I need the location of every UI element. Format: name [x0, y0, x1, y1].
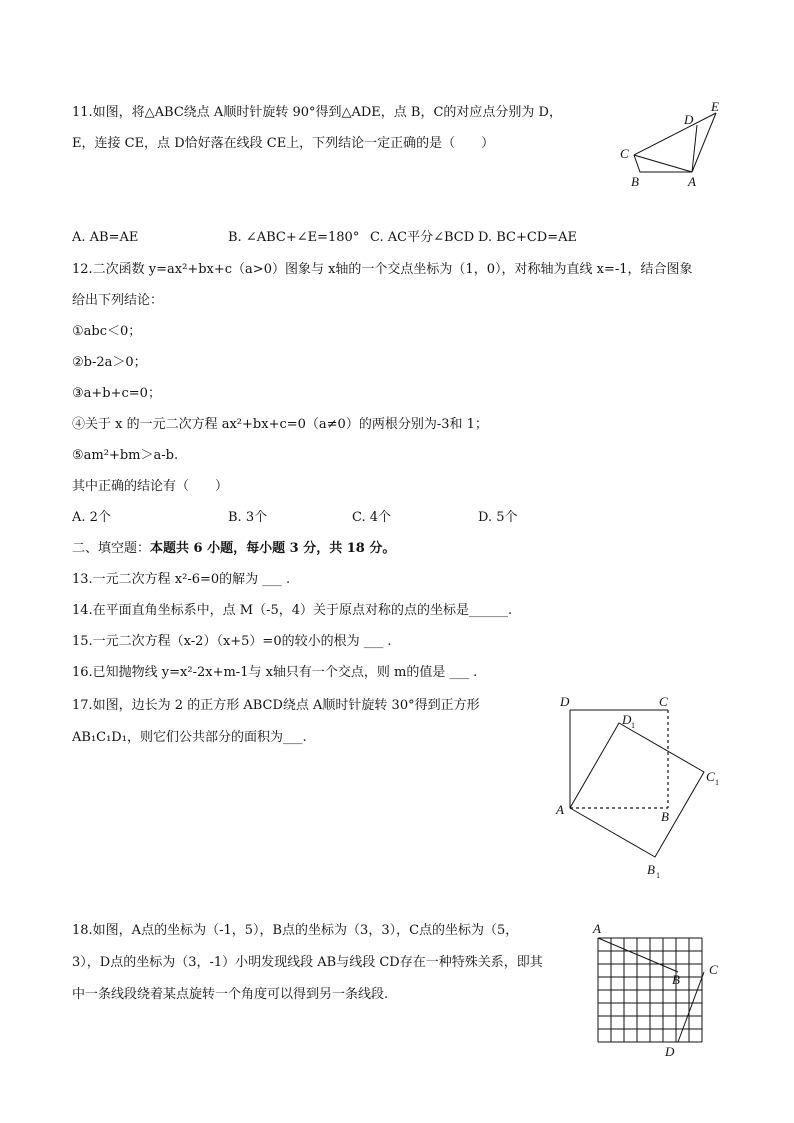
q18-grid: [598, 938, 702, 1042]
q17-label-c: C: [659, 694, 668, 709]
q18-grid-figure: [588, 920, 728, 1062]
q17-label-d: D: [560, 694, 570, 709]
q11-label-c: C: [620, 146, 629, 161]
q17-line-1: 17.如图，边长为 2 的正方形 ABCD绕点 A顺时针旋转 30°得到正方形: [72, 698, 480, 713]
q12-line-1: 12.二次函数 y=ax²+bx+c（a>0）图象与 x轴的一个交点坐标为（1，0），对称轴为直线 x=-1，结合图象: [72, 262, 693, 277]
q14: 14.在平面直角坐标系中，点 M（-5，4）关于原点对称的点的坐标是______.: [72, 603, 513, 618]
q18-line-1: 18.如图，A点的坐标为（-1，5），B点的坐标为（3，3），C点的坐标为（5，: [72, 923, 519, 938]
q12-statement-5: ⑤am²+bm＞a-b.: [72, 448, 179, 463]
q18-label-c: C: [709, 962, 718, 977]
q17-label-b1: B: [647, 862, 655, 877]
q17-label-b: B: [661, 809, 669, 824]
q11-label-e: E: [711, 99, 719, 114]
q18-label-d: D: [665, 1044, 675, 1059]
q12-statement-3: ③a+b+c=0；: [72, 386, 161, 401]
section-2-heading: [72, 540, 395, 558]
q12-option-c: C. 4个: [352, 510, 392, 525]
q11-option-a: A. AB=AE: [72, 230, 139, 245]
q11-option-b: B. ∠ABC+∠E=180°: [228, 230, 360, 245]
q11-label-a: A: [688, 174, 696, 189]
section-2-text: 本题共 6 小题，每小题 3 分，共 18 分。: [150, 541, 396, 556]
q12-statement-4: ④关于 x 的一元二次方程 ax²+bx+c=0（a≠0）的两根分别为-3和 1；: [72, 417, 488, 432]
q16: 16.已知抛物线 y=x²-2x+m-1与 x轴只有一个交点，则 m的值是 ___ .: [72, 665, 478, 680]
q11-label-b: B: [631, 174, 639, 189]
q11-option-c: C. AC平分∠BCD: [370, 230, 475, 245]
q12-statement-1: ①abc＜0；: [72, 324, 142, 339]
q12-statement-2: ②b-2a＞0；: [72, 355, 147, 370]
q11-line-1: 11.如图，将△ABC绕点 A顺时针旋转 90°得到△ADE，点 B，C的对应点分别为 D，: [72, 105, 562, 120]
q18-line-2: 3），D点的坐标为（3，-1）小明发现线段 AB与线段 CD存在一种特殊关系，即其: [72, 955, 543, 970]
q12-option-b: B. 3个: [228, 510, 268, 525]
q12-line-2: 给出下列结论：: [72, 293, 164, 308]
q11-label-d: D: [684, 112, 694, 127]
q17-square-figure: [548, 690, 728, 885]
q13: 13.一元二次方程 x²-6=0的解为 ___ .: [72, 572, 291, 587]
q12-option-a: A. 2个: [72, 510, 111, 525]
q11-line-2: E，连接 CE，点 D恰好落在线段 CE上，下列结论一定正确的是（ ）: [72, 136, 495, 151]
q18-line-3: 中一条线段绕着某点旋转一个角度可以得到另一条线段.: [72, 987, 389, 1002]
q17-label-a: A: [556, 802, 564, 817]
q11-triangle-figure: [612, 98, 732, 190]
q17-label-d1: D: [622, 712, 632, 727]
q18-label-a: A: [593, 921, 601, 936]
q17-label-c1: C: [706, 769, 715, 784]
q17-label-c1-sub: 1: [715, 778, 719, 787]
q17-line-2: AB₁C₁D₁，则它们公共部分的面积为___.: [72, 730, 307, 745]
section-2-prefix: 二、填空题：: [72, 541, 151, 556]
q12-question: 其中正确的结论有（ ）: [72, 479, 229, 494]
q11-option-d: D. BC+CD=AE: [478, 230, 577, 245]
q17-label-d1-sub: 1: [631, 721, 635, 730]
q12-option-d: D. 5个: [478, 510, 518, 525]
q17-label-b1-sub: 1: [656, 871, 660, 880]
q15: 15.一元二次方程（x-2）（x+5）=0的较小的根为 ___ .: [72, 634, 392, 649]
q18-label-b: B: [672, 972, 680, 987]
